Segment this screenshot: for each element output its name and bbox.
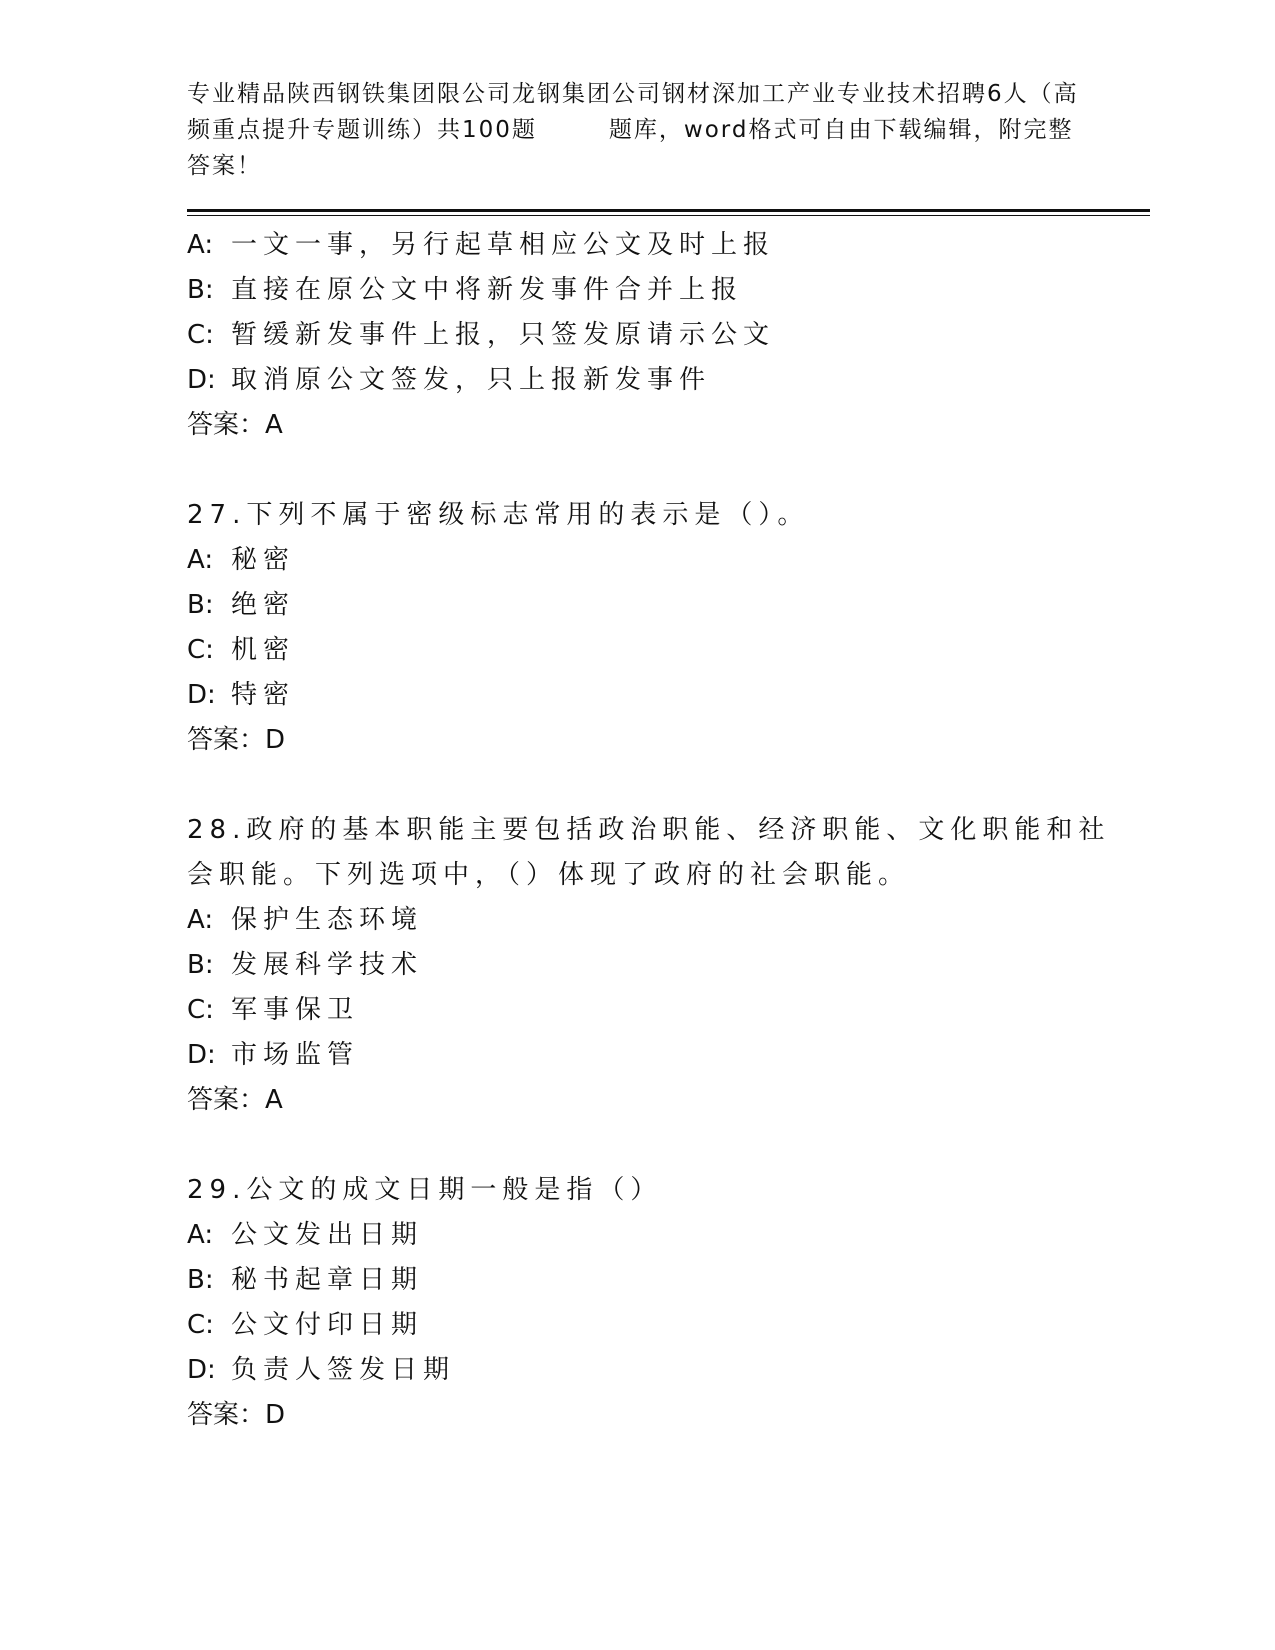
question-29 bbox=[187, 1168, 1117, 1438]
header-line-2b: 题库，word格式可自由下载编辑，附完整 bbox=[608, 117, 1074, 143]
question-27 bbox=[187, 493, 1117, 763]
question-28 bbox=[187, 808, 1117, 1123]
header-line-2 bbox=[187, 112, 1087, 148]
option-d: D: 取消原公文签发，只上报新发事件 bbox=[187, 365, 712, 395]
question-text: 29.公文的成文日期一般是指（） bbox=[187, 1175, 663, 1205]
option-a: A: 保护生态环境 bbox=[187, 905, 424, 935]
option-b: B: 发展科学技术 bbox=[187, 950, 424, 980]
answer-line: 答案：D bbox=[187, 1400, 286, 1430]
header-line-3: 答案！ bbox=[187, 153, 262, 179]
header-line-2a: 频重点提升专题训练）共100题 bbox=[187, 117, 537, 143]
option-c: C: 暂缓新发事件上报，只签发原请示公文 bbox=[187, 320, 776, 350]
option-c: C: 机密 bbox=[187, 635, 296, 665]
question-list bbox=[187, 223, 1117, 1438]
option-a: A: 公文发出日期 bbox=[187, 1220, 424, 1250]
option-b: B: 秘书起章日期 bbox=[187, 1265, 424, 1295]
header-divider-thin bbox=[187, 215, 1150, 216]
option-b: B: 绝密 bbox=[187, 590, 296, 620]
option-c: C: 公文付印日期 bbox=[187, 1310, 424, 1340]
option-c: C: 军事保卫 bbox=[187, 995, 360, 1025]
option-d: D: 市场监管 bbox=[187, 1040, 360, 1070]
document-header bbox=[187, 76, 1087, 184]
header-divider-thick bbox=[187, 209, 1150, 212]
answer-line: 答案：A bbox=[187, 410, 283, 440]
answer-line: 答案：D bbox=[187, 725, 286, 755]
option-a: A: 秘密 bbox=[187, 545, 296, 575]
option-d: D: 特密 bbox=[187, 680, 296, 710]
header-line-1: 专业精品陕西钢铁集团限公司龙钢集团公司钢材深加工产业专业技术招聘6人（高 bbox=[187, 81, 1079, 107]
option-b: B: 直接在原公文中将新发事件合并上报 bbox=[187, 275, 744, 305]
answer-line: 答案：A bbox=[187, 1085, 283, 1115]
question-26-continued bbox=[187, 223, 1117, 448]
option-a: A: 一文一事，另行起草相应公文及时上报 bbox=[187, 230, 776, 260]
option-d: D: 负责人签发日期 bbox=[187, 1355, 456, 1385]
question-text: 28.政府的基本职能主要包括政治职能、经济职能、文化职能和社会职能。下列选项中，（）体现了政府的社会职能。 bbox=[187, 815, 1111, 890]
question-text: 27.下列不属于密级标志常用的表示是（）。 bbox=[187, 500, 810, 530]
